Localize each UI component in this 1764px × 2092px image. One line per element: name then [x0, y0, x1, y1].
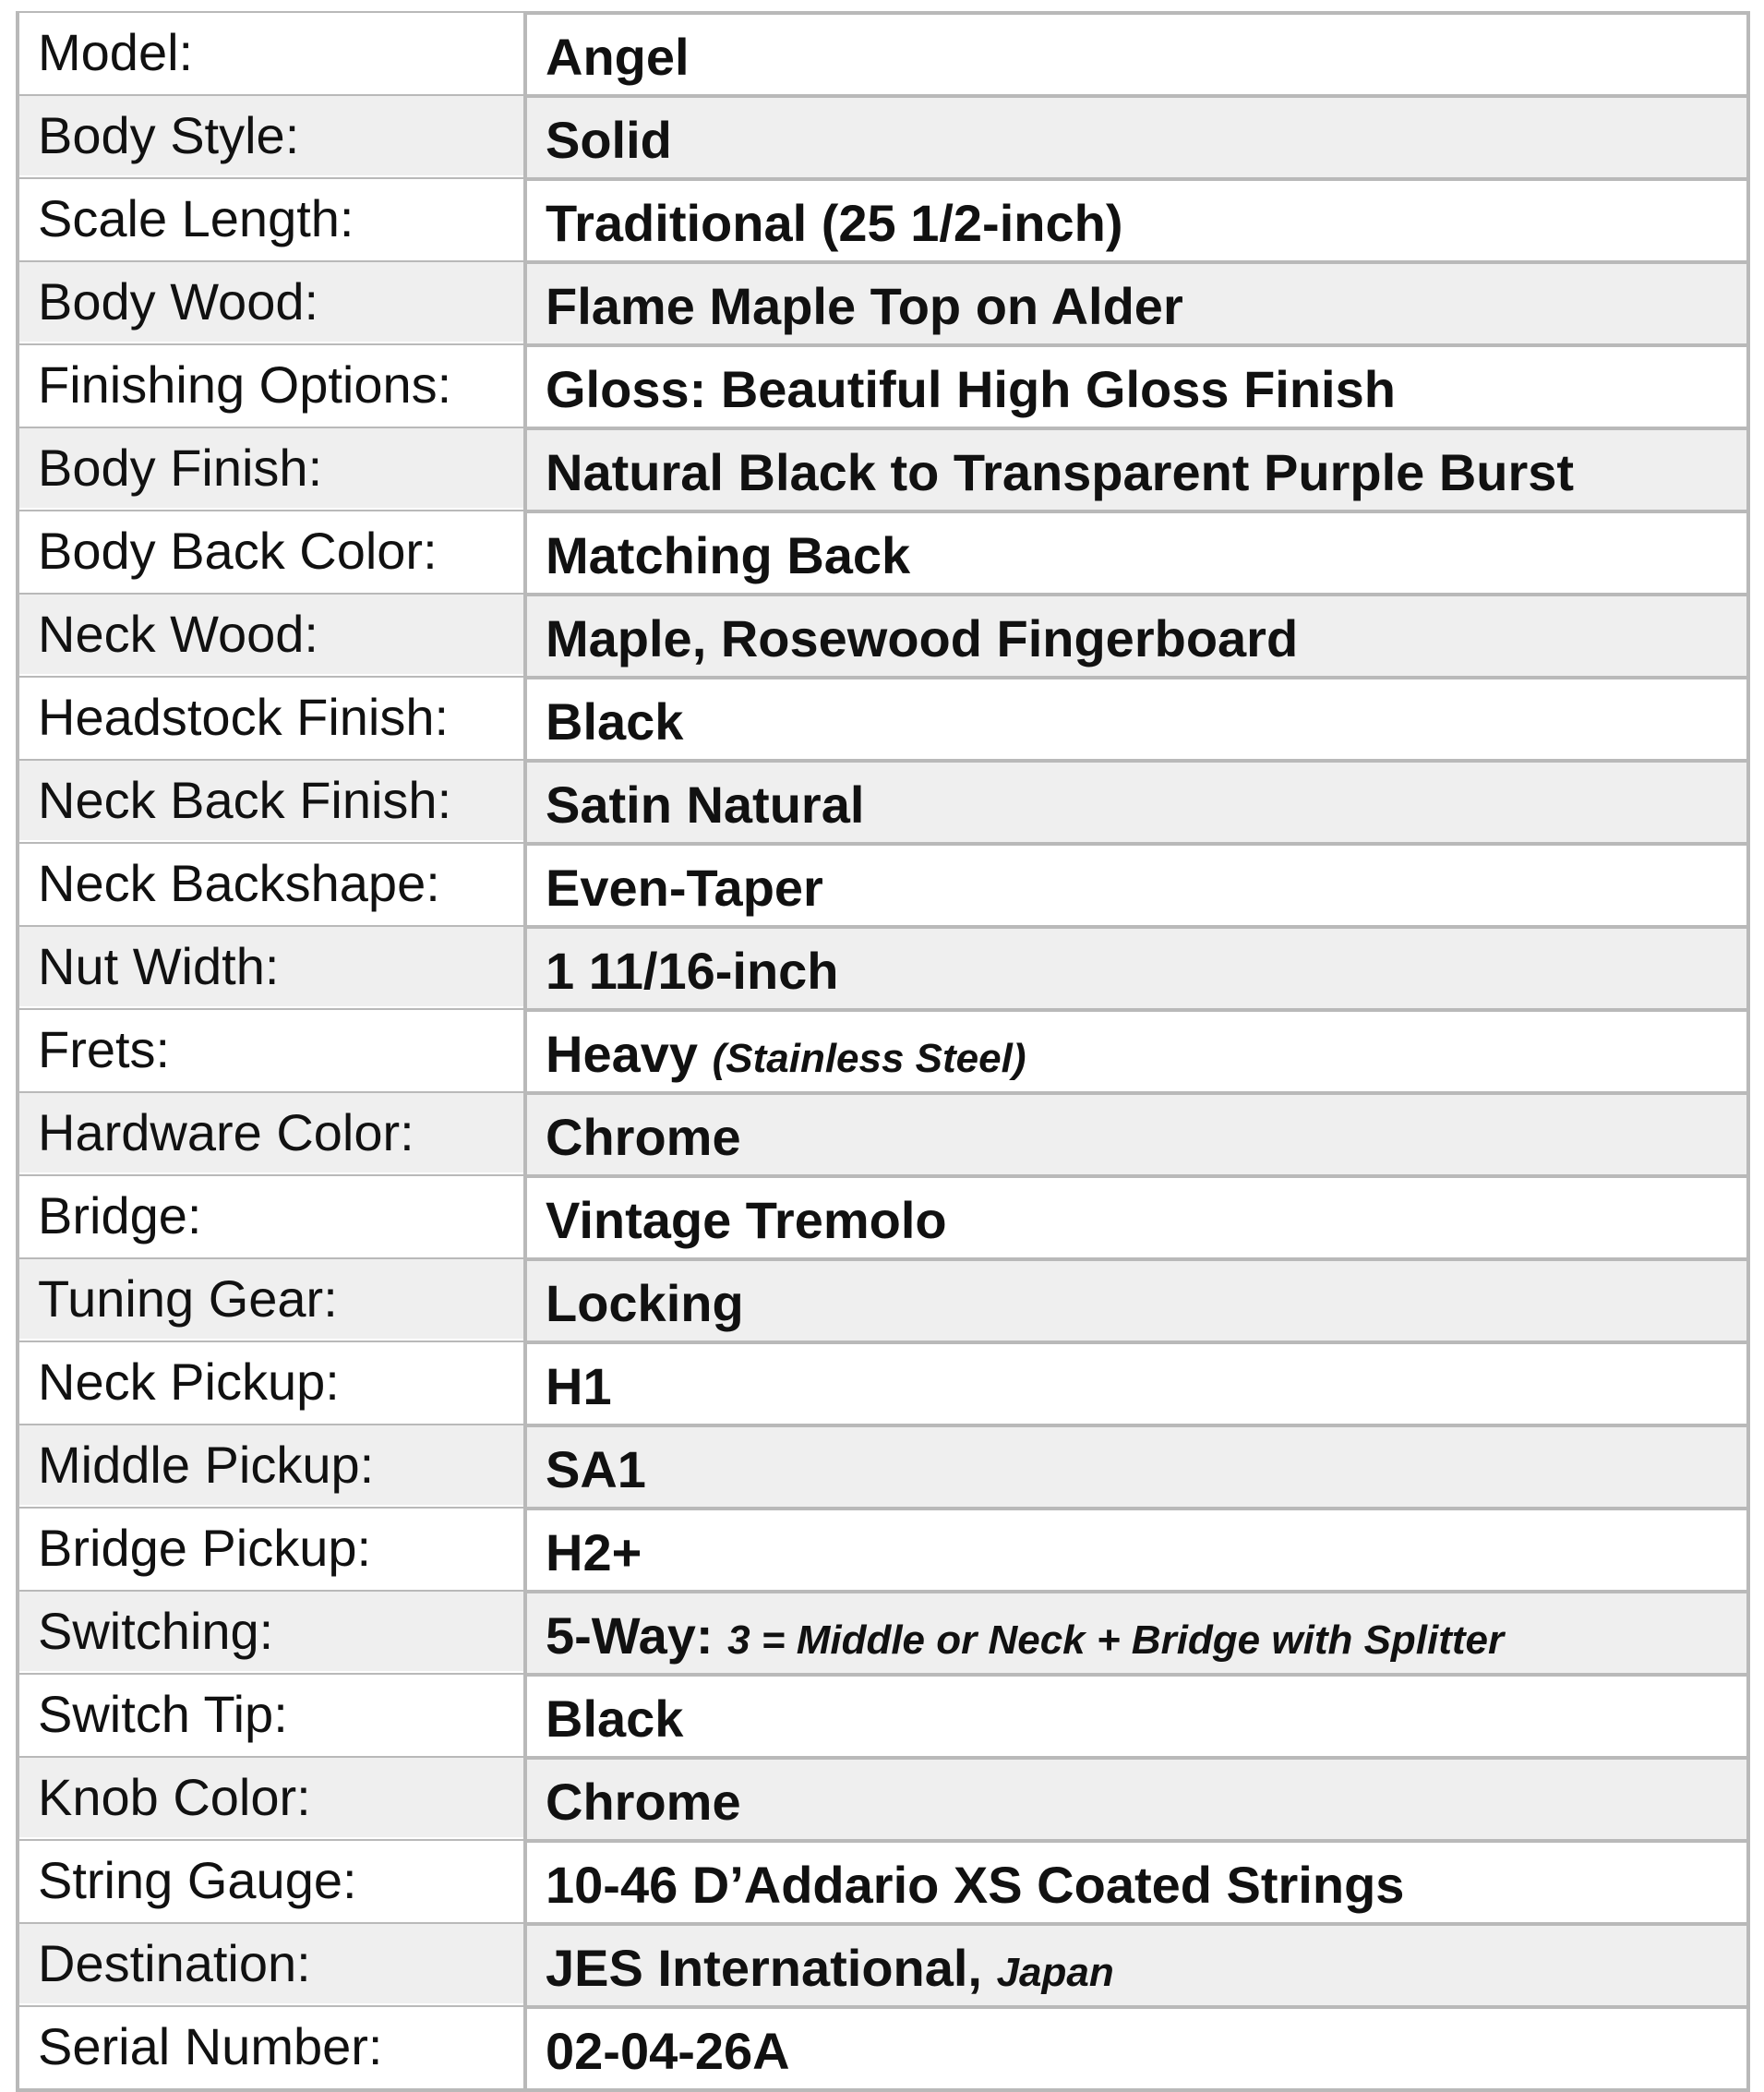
spec-value: Black [546, 1689, 684, 1748]
spec-value: Traditional (25 1/2-inch) [546, 194, 1123, 252]
spec-row [18, 262, 1748, 345]
spec-label: Middle Pickup: [18, 1424, 525, 1507]
spec-value: H2+ [546, 1523, 642, 1581]
spec-value: Solid [546, 111, 672, 169]
spec-row [18, 1093, 1748, 1176]
spec-label: Bridge: [18, 1174, 525, 1257]
spec-value-cell [525, 13, 1748, 96]
spec-label: Nut Width: [18, 925, 525, 1008]
spec-value: Natural Black to Transparent Purple Burst [546, 443, 1575, 501]
spec-note: Japan [996, 1950, 1114, 1995]
spec-row [18, 179, 1748, 262]
spec-value: Locking [546, 1274, 744, 1332]
spec-value-cell [525, 345, 1748, 428]
spec-label: Scale Length: [18, 177, 525, 260]
spec-value: Heavy [546, 1025, 699, 1083]
spec-value-cell [525, 1176, 1748, 1259]
spec-value-cell [525, 595, 1748, 678]
spec-row [18, 13, 1748, 96]
spec-value-cell [525, 262, 1748, 345]
spec-row [18, 678, 1748, 761]
spec-value-cell [525, 1093, 1748, 1176]
spec-value: 1 11/16-inch [546, 942, 839, 1000]
spec-row [18, 1010, 1748, 1093]
spec-row [18, 2007, 1748, 2090]
spec-value: Flame Maple Top on Alder [546, 277, 1183, 335]
spec-value: Gloss: Beautiful High Gloss Finish [546, 360, 1396, 418]
spec-row [18, 345, 1748, 428]
spec-row [18, 1675, 1748, 1758]
spec-table [16, 11, 1750, 2092]
spec-row [18, 761, 1748, 844]
spec-value: 5-Way: [546, 1606, 714, 1665]
spec-value-cell [525, 1592, 1748, 1675]
spec-row [18, 1841, 1748, 1924]
spec-value: Chrome [546, 1108, 741, 1166]
spec-label: Headstock Finish: [18, 676, 525, 759]
spec-value-cell [525, 678, 1748, 761]
spec-note: 3 = Middle or Neck + Bridge with Splitter [727, 1617, 1505, 1663]
spec-label: Switch Tip: [18, 1673, 525, 1756]
spec-value: 02-04-26A [546, 2022, 790, 2080]
spec-value-cell [525, 96, 1748, 179]
spec-value: 10-46 D’Addario XS Coated Strings [546, 1856, 1405, 1914]
spec-label: Neck Pickup: [18, 1341, 525, 1424]
spec-label: Switching: [18, 1590, 525, 1673]
spec-row [18, 428, 1748, 511]
spec-value-cell [525, 1675, 1748, 1758]
spec-label: Bridge Pickup: [18, 1507, 525, 1590]
spec-value: Black [546, 692, 684, 751]
spec-label: Body Finish: [18, 427, 525, 510]
spec-value: Vintage Tremolo [546, 1191, 947, 1249]
spec-value: Angel [546, 28, 690, 86]
spec-value-cell [525, 1509, 1748, 1592]
spec-value-cell [525, 511, 1748, 595]
spec-label: Serial Number: [18, 2005, 525, 2088]
spec-label: Neck Back Finish: [18, 759, 525, 842]
spec-table-body [18, 13, 1748, 2090]
spec-value-cell [525, 761, 1748, 844]
spec-value: H1 [546, 1357, 612, 1415]
spec-value-cell [525, 1924, 1748, 2007]
spec-label: Body Back Color: [18, 510, 525, 593]
spec-row [18, 1592, 1748, 1675]
spec-value-cell [525, 1259, 1748, 1342]
spec-value-cell [525, 1425, 1748, 1509]
spec-value: Even-Taper [546, 859, 823, 917]
spec-value-cell [525, 179, 1748, 262]
spec-label: Body Wood: [18, 260, 525, 343]
spec-row [18, 844, 1748, 927]
spec-label: Frets: [18, 1008, 525, 1091]
spec-note: (Stainless Steel) [712, 1036, 1026, 1081]
spec-value: JES International, [546, 1939, 982, 1997]
spec-row [18, 595, 1748, 678]
spec-value: Chrome [546, 1773, 741, 1831]
spec-label: Neck Wood: [18, 593, 525, 676]
spec-row [18, 96, 1748, 179]
spec-row [18, 1259, 1748, 1342]
spec-value: SA1 [546, 1440, 646, 1498]
spec-value: Satin Natural [546, 775, 865, 834]
spec-label: Knob Color: [18, 1756, 525, 1839]
spec-label: Tuning Gear: [18, 1257, 525, 1341]
spec-value: Matching Back [546, 526, 911, 584]
spec-row [18, 1425, 1748, 1509]
spec-value-cell [525, 1342, 1748, 1425]
spec-label: Model: [18, 11, 525, 94]
spec-row [18, 1758, 1748, 1841]
spec-row [18, 1176, 1748, 1259]
spec-label: Neck Backshape: [18, 842, 525, 925]
spec-label: Body Style: [18, 94, 525, 177]
spec-row [18, 1924, 1748, 2007]
spec-value-cell [525, 2007, 1748, 2090]
spec-label: Destination: [18, 1922, 525, 2005]
spec-row [18, 927, 1748, 1010]
spec-value-cell [525, 844, 1748, 927]
spec-value-cell [525, 1010, 1748, 1093]
spec-value-cell [525, 1758, 1748, 1841]
spec-row [18, 511, 1748, 595]
spec-row [18, 1509, 1748, 1592]
spec-value-cell [525, 1841, 1748, 1924]
spec-label: Hardware Color: [18, 1091, 525, 1174]
spec-label: String Gauge: [18, 1839, 525, 1922]
spec-value-cell [525, 927, 1748, 1010]
spec-value: Maple, Rosewood Fingerboard [546, 609, 1299, 667]
spec-value-cell [525, 428, 1748, 511]
spec-label: Finishing Options: [18, 343, 525, 427]
spec-row [18, 1342, 1748, 1425]
